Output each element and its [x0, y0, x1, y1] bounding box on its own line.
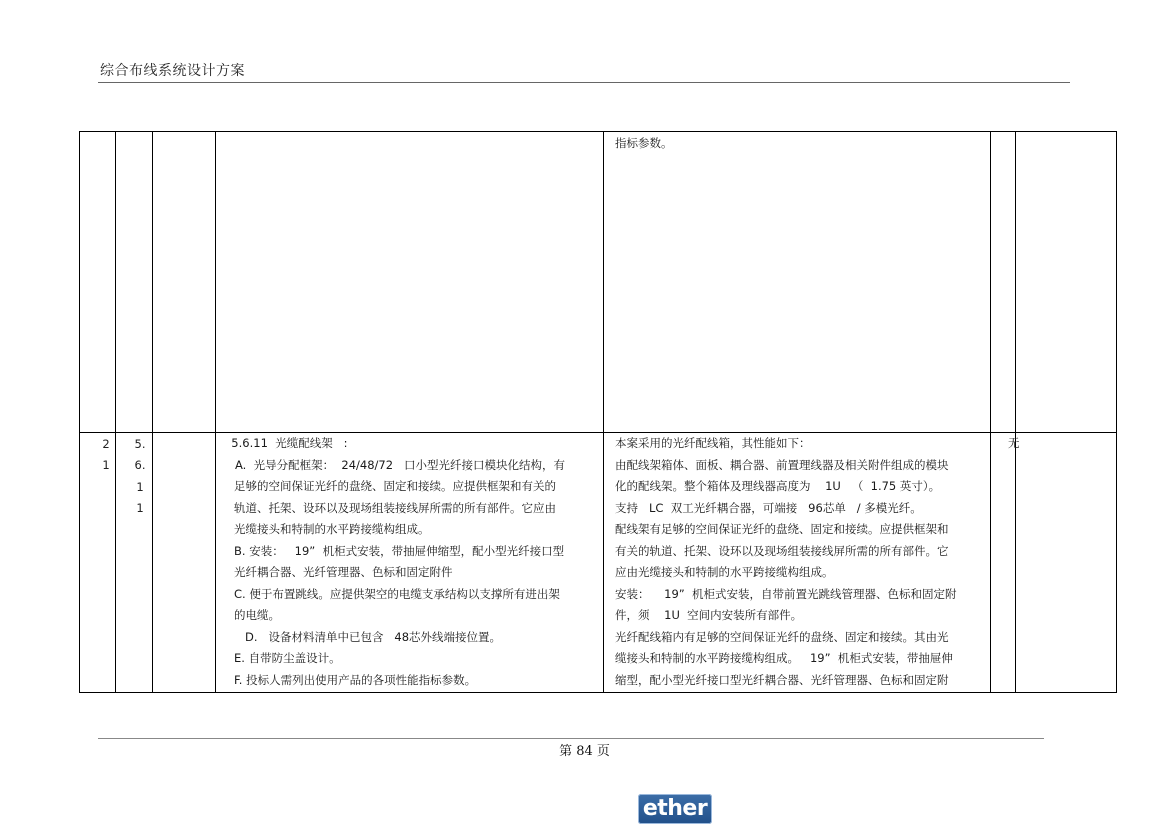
requirement-line: F. 投标人需列出使用产品的各项性能指标参数。 [234, 672, 477, 687]
response-line: 件，须 1U 空间内安装所有部件。 [615, 608, 803, 622]
requirement-line: 光缆接头和特制的水平跨接缆构组成。 [234, 522, 430, 536]
row2-deviation-cell: 无 [1008, 436, 1020, 450]
response-line: 本案采用的光纤配线箱，其性能如下： [615, 436, 811, 450]
index-digit: 6. [134, 458, 146, 472]
response-line: 光纤配线箱内有足够的空间保证光纤的盘绕、固定和接续。其由光 [615, 629, 949, 644]
requirement-line: D. 设备材料清单中已包含 48芯外线端接位置。 [234, 629, 502, 644]
ether-logo: ether [638, 794, 712, 824]
requirement-line: 轨道、托架、设环以及现场组装接线屏所需的所有部件。它应由 [234, 500, 556, 515]
table-bottom-border [79, 692, 1117, 693]
response-line: 应由光缆接头和特制的水平跨接缆构组成。 [615, 565, 834, 579]
response-line: 由配线架箱体、面板、耦合器、前置理线器及相关附件组成的模块 [615, 457, 949, 472]
requirement-line: 光纤耦合器、光纤管理器、色标和固定附件 [234, 565, 453, 579]
index-digit: 1 [136, 480, 144, 494]
requirement-line: C. 便于布置跳线。应提供架空的电缆支承结构以支撑所有进出架 [234, 586, 560, 601]
requirement-line: 足够的空间保证光纤的盘绕、固定和接续。应提供框架和有关的 [234, 479, 556, 493]
table-col-line [79, 131, 80, 693]
response-line: 缩型，配小型光纤接口型光纤耦合器、光纤管理器、色标和固定附 [615, 672, 949, 687]
table-top-border [79, 131, 1117, 132]
requirement-line: A. 光导分配框架： 24/48/72 口小型光纤接口模块化结构，有 [224, 457, 566, 472]
requirement-line: 5.6.11 光缆配线架 : [224, 436, 348, 450]
index-digit: 5. [134, 437, 146, 451]
response-line: 有关的轨道、托架、设环以及现场组装接线屏所需的所有部件。它 [615, 543, 949, 558]
response-line: 安装： 19” 机柜式安装，自带前置光跳线管理器、色标和固定附 [615, 586, 957, 601]
requirement-line: B. 安装： 19” 机柜式安装，带抽屉伸缩型，配小型光纤接口型 [234, 543, 565, 558]
table-col-line [1116, 131, 1117, 693]
document-title: 综合布线系统设计方案 [100, 63, 245, 79]
row1-response-cell: 指标参数。 [615, 136, 673, 150]
response-line: 配线架有足够的空间保证光纤的盘绕、固定和接续。应提供框架和 [615, 522, 949, 536]
response-line: 化的配线架。整个箱体及理线器高度为 1U （ 1.75 英寸）。 [615, 479, 941, 493]
index-digit: 1 [102, 458, 110, 472]
table-col-line [1015, 131, 1016, 693]
requirement-line: E. 自带防尘盖设计。 [234, 651, 341, 665]
response-line: 缆接头和特制的水平跨接缆构组成。 19” 机柜式安装，带抽屉伸 [615, 651, 953, 665]
table-col-line [115, 131, 116, 693]
footer-divider [98, 738, 1044, 739]
table-col-line [152, 131, 153, 693]
page-number: 第 84 页 [559, 744, 610, 759]
table-col-line [215, 131, 216, 693]
table-col-line [603, 131, 604, 693]
table-col-line [990, 131, 991, 693]
index-digit: 2 [102, 437, 110, 451]
response-line: 支持 LC 双工光纤耦合器，可端接 96芯单 / 多模光纤。 [615, 500, 922, 515]
header-divider [98, 82, 1070, 83]
requirement-line: 的电缆。 [234, 608, 280, 622]
index-digit: 1 [136, 501, 144, 515]
